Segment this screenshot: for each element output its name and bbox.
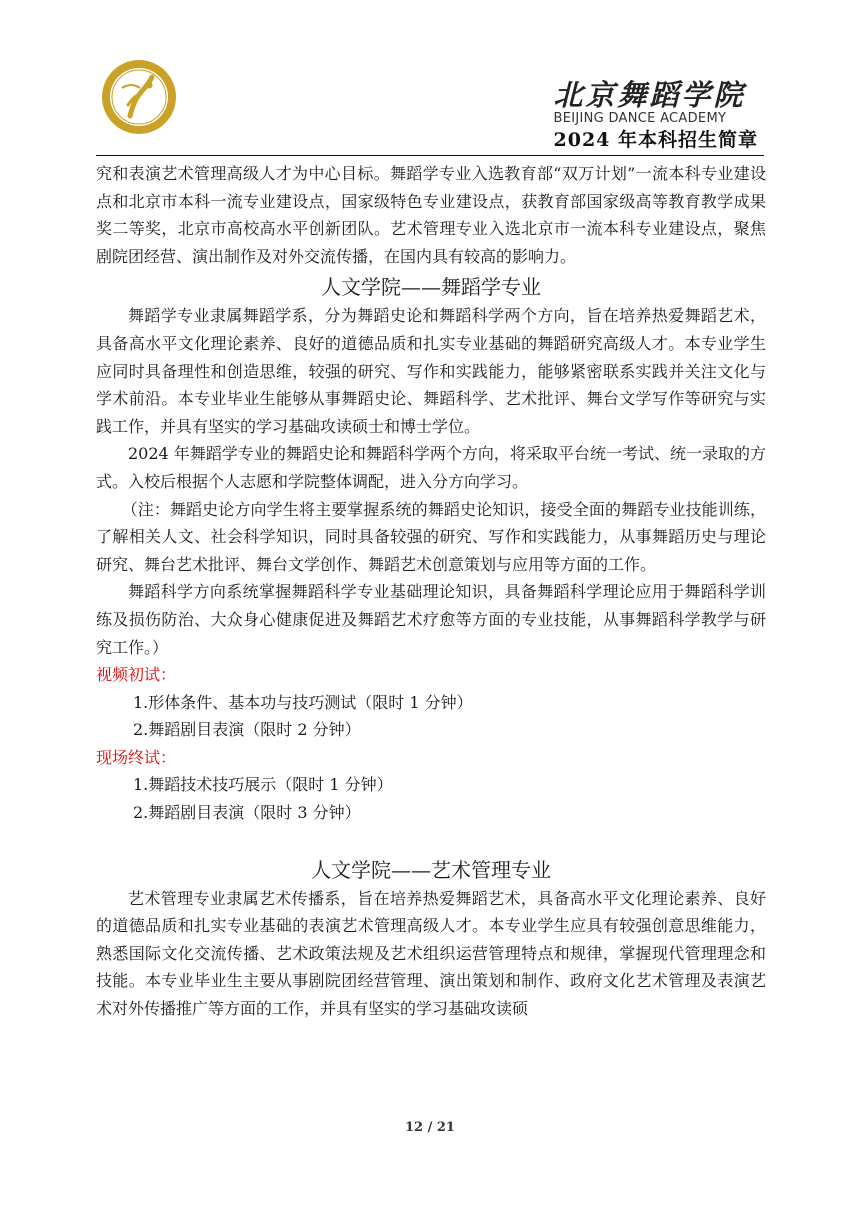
page-content (96, 160, 766, 1023)
dance-science-note: 舞蹈科学方向系统掌握舞蹈科学专业基础理论知识，具备舞蹈科学理论应用于舞蹈科学训练及损伤防治、大众身心健康促进及舞蹈艺术疗愈等方面的专业技能，从事舞蹈科学教学与研究工作。） (96, 582, 766, 657)
arts-management-description: 艺术管理专业隶属艺术传播系，旨在培养热爱舞蹈艺术，具备高水平文化理论素养、良好的道德品质和扎实专业基础的表演艺术管理高级人才。本专业学生应具有较强创意思维能力，熟悉国际文化交流传播、艺术政策法规及艺术组织运营管理特点和规律，掌握现代管理理念和技能。本专业毕业生主要从事剧院团经营管理、演出策划和制作、政府文化艺术管理及表演艺术对外传播推广等方面的工作，并具有坚实的学习基础攻读硕 (96, 888, 766, 1019)
list-item: 2.舞蹈剧目表演（限时 2 分钟） (133, 720, 361, 740)
list-item: 1.形体条件、基本功与技巧测试（限时 1 分钟） (133, 692, 473, 712)
list-item: 2.舞蹈剧目表演（限时 3 分钟） (133, 803, 361, 823)
section-title-arts-management: 人文学院——艺术管理专业 (311, 857, 551, 882)
brand-block (554, 80, 759, 152)
page-number: 12 / 21 (405, 1120, 455, 1135)
page-header (0, 0, 860, 156)
academy-logo-icon (100, 58, 178, 136)
dance-history-note: （注：舞蹈史论方向学生将主要掌握系统的舞蹈史论知识，接受全面的舞蹈专业技能训练，了解相关人文、社会科学知识，同时具备较强的研究、写作和实践能力，从事舞蹈历史与理论研究、舞台艺术批评、舞台文学创作、舞蹈艺术创意策划与应用等方面的工作。 (96, 499, 766, 574)
header-divider (96, 155, 764, 156)
dance-studies-admission: 2024 年舞蹈学专业的舞蹈史论和舞蹈科学两个方向，将采取平台统一考试、统一录取的方式。入校后根据个人志愿和学院整体调配，进入分方向学习。 (96, 444, 766, 491)
video-preliminary-label: 视频初试： (96, 665, 177, 685)
brand-name-chinese: 北京舞蹈学院 (553, 78, 746, 112)
dance-studies-description: 舞蹈学专业隶属舞蹈学系，分为舞蹈史论和舞蹈科学两个方向，旨在培养热爱舞蹈艺术，具备高水平文化理论素养、良好的道德品质和扎实专业基础的舞蹈研究高级人才。本专业学生应同时具备理性和创造思维，较强的研究、写作和实践能力，能够紧密联系实践并关注文化与学术前沿。本专业毕业生能够从事舞蹈史论、舞蹈科学、艺术批评、舞台文学写作等研究与实践工作，并具有坚实的学习基础攻读硕士和博士学位。 (96, 306, 766, 436)
brochure-title: 2024 年本科招生简章 (553, 129, 758, 151)
list-item: 1.舞蹈技术技巧展示（限时 1 分钟） (133, 775, 393, 795)
brand-name-english: BEIJING DANCE ACADEMY (553, 111, 727, 126)
section-title-dance-studies: 人文学院——舞蹈学专业 (321, 275, 541, 300)
final-exam-label: 现场终试： (96, 747, 177, 767)
intro-paragraph: 究和表演艺术管理高级人才为中心目标。舞蹈学专业入选教育部“双万计划”一流本科专业建设点和北京市本科一流专业建设点，国家级特色专业建设点，获教育部国家级高等教育教学成果奖二等奖，北京市高校高水平创新团队。艺术管理专业入选北京市一流本科专业建设点，聚焦剧院团经营、演出制作及对外交流传播，在国内具有较高的影响力。 (96, 164, 766, 266)
